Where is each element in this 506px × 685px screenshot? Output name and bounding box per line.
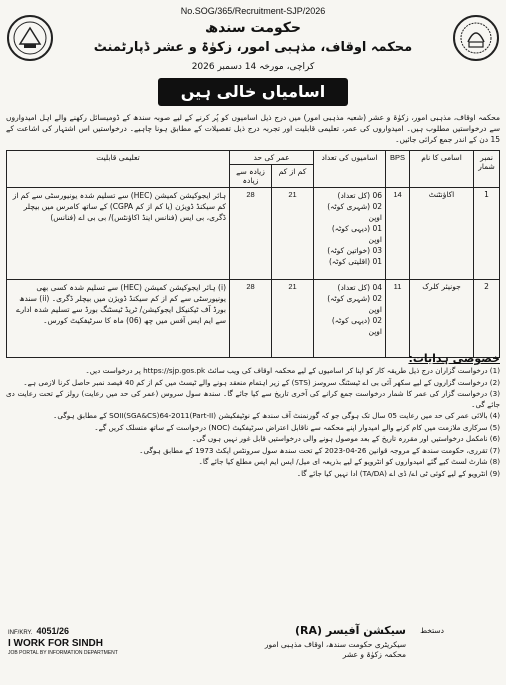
instruction-item: (1) درخواست گزاران درج ذیل طریقہ کار کو اپنا کر اسامیوں کے لیے محکمہ اوقاف کی ویب سائٹ https://sjp.gos.pk پر درخواست دیں۔ [85, 366, 500, 375]
instruction-item: (8) شارٹ لسٹ کیے گئے امیدواروں کو انٹرویو کے لیے بذریعہ ای میل/ ایس ایم ایس مطلع کیا جائے گا۔ [198, 457, 500, 466]
department-name: محکمہ اوقاف، مذہبی امور، زکوٰۃ و عشر ڈپارٹمنٹ [93, 40, 413, 55]
instructions-list [6, 366, 500, 480]
seat-line: 01 (اقلیتی کوٹہ) [328, 257, 382, 266]
row-qualification: (i) ہائر ایجوکیشن کمیشن (HEC) سے تسلیم شدہ کسی بھی یونیورسٹی سے کم از کم سیکنڈ ڈویژن میں بیچلر ڈگری۔ (ii) سندھ بورڈ آف ٹیکنیکل ایجوکیشن/ ٹریڈ ٹیسٹنگ بورڈ سے تسلیم شدہ ادارے سے ایم ایس آفس میں چھ (06) ماہ کا سرٹیفکیٹ کورس۔ [7, 280, 230, 358]
officer-title: سیکشن آفیسر (RA) [295, 624, 406, 637]
col-sno: نمبر شمار [474, 151, 500, 188]
work-for-sindh-logo: I WORK FOR SINDH [8, 638, 103, 649]
dateline: کراچی، مورخہ 14 دسمبر 2026 [191, 62, 315, 72]
row-seats [314, 188, 386, 280]
row-age-min: 21 [272, 280, 314, 358]
instruction-item: (7) تقرری، حکومت سندھ کے مروجہ قوانین 26-04-2023 کے تحت سندھ سول سرونٹس ایکٹ 1973 کے مطابق ہوگی۔ [139, 445, 500, 455]
row-bps: 11 [386, 280, 410, 358]
instruction-item: (5) سرکاری ملازمت میں کام کرنے والے امیدوار اپنے محکمہ سے ناقابل اعتراض سرٹیفکیٹ (NOC) درخواست کے ساتھ منسلک کریں گے۔ [94, 422, 500, 432]
row-seats [314, 280, 386, 358]
seat-line: 04 (کل تعداد) [337, 283, 382, 292]
instruction-item: (3) درخواست گزار کی عمر کا شمار درخواست جمع کرانے کی آخری تاریخ سے کیا جائے گا۔ سندھ سول سروس (عمر کی حد میں رعایت) رولز کے تحت رعایت دی جائے گی۔ [6, 389, 500, 409]
seat-line: 06 (کل تعداد) [337, 191, 382, 200]
inf-number [8, 626, 120, 636]
seat-line: 03 (خواتین کوٹہ) [327, 246, 382, 255]
info-dept-tagline: JOB PORTAL BY INFORMATION DEPARTMENT [8, 650, 118, 656]
signature-line: سیکریٹری حکومت سندھ، اوقاف مذہبی امور [264, 640, 406, 649]
vacancies-banner: اسامیاں خالی ہیں [158, 78, 348, 106]
row-age-max: 28 [230, 188, 272, 280]
signature-block [265, 640, 406, 660]
row-sno: 1 [474, 188, 500, 280]
instruction-item: (9) انٹرویو کے لیے کوئی ٹی اے/ ڈی اے (TA/DA) ادا نہیں کیا جائے گا۔ [296, 468, 500, 478]
col-qual: تعلیمی قابلیت [7, 151, 230, 188]
inf-label: INF/KRY. [8, 630, 33, 636]
signature-line: محکمہ زکوٰۃ و عشر [342, 650, 406, 659]
seat-line: 02 (دیہی کوٹہ) اوپن [331, 316, 382, 336]
row-age-min: 21 [272, 188, 314, 280]
row-sno: 2 [474, 280, 500, 358]
row-post: جونیئر کلرک [410, 280, 474, 358]
reference-number: No.SOG/365/Recruitment-SJP/2026 [180, 6, 326, 16]
instruction-item: (6) نامکمل درخواستیں اور مقررہ تاریخ کے بعد موصول ہونے والی درخواستیں قابل غور نہیں ہوں گی۔ [192, 434, 500, 443]
col-post: اسامی کا نام [410, 151, 474, 188]
row-age-max: 28 [230, 280, 272, 358]
signature-label: دستخط [420, 626, 444, 635]
vacancy-table [6, 150, 500, 358]
col-bps: BPS [386, 151, 410, 188]
instruction-item: (2) درخواست گزاروں کے لیے سکھر آئی بی اے ٹیسٹنگ سروسز (STS) کے زیر اہتمام منعقد ہونے والے ٹیسٹ میں کم از کم 40 فیصد نمبر حاصل کرنا لازمی ہے۔ [23, 377, 500, 387]
seat-line: 02 (شہری کوٹہ) اوپن [327, 294, 382, 314]
table-row [7, 188, 500, 280]
seat-line: 02 (شہری کوٹہ) اوپن [327, 202, 382, 222]
row-post: اکاؤنٹنٹ [410, 188, 474, 280]
seat-line: 01 (دیہی کوٹہ) اوپن [331, 224, 382, 244]
row-bps: 14 [386, 188, 410, 280]
col-seats: اسامیوں کی تعداد [314, 151, 386, 188]
government-title: حکومت سندھ [204, 20, 302, 36]
instructions-title: خصوصی ہدایات: [408, 352, 500, 365]
row-qualification: ہائر ایجوکیشن کمیشن (HEC) سے تسلیم شدہ یونیورسٹی سے کم از کم سیکنڈ ڈویژن (یا کم از کم CGPA) کے ساتھ کامرس میں بیچلر ڈگری، بی ایس (فنانس اینڈ اکاؤنٹس)/ بی بی اے (فنانس) [7, 188, 230, 280]
col-age-max: زیادہ سے زیادہ [230, 165, 272, 188]
col-age: عمر کی حد [230, 151, 314, 165]
inf-footer [8, 626, 120, 656]
instruction-item: (4) بالائی عمر کی حد میں رعایت 05 سال تک ہوگی جو کہ گورنمنٹ آف سندھ کے نوٹیفکیشن SOII(SGA&CS)64-2011(Part-II) کے مطابق ہوگی۔ [53, 411, 500, 420]
inf-value: 4051/26 [36, 626, 70, 636]
table-header-row [7, 151, 500, 165]
table-row [7, 280, 500, 358]
intro-paragraph: محکمہ اوقاف، مذہبی امور، زکوٰۃ و عشر (شعبہ مذہبی امور) میں درج ذیل اسامیوں کو پُر کرنے کے لیے صوبہ سندھ کے ڈومیسائل رکھنے والے اہل امیدواروں سے درخواستیں مطلوب ہیں۔ امیدواروں کی عمر، تعلیمی قابلیت اور تجربہ درج ذیل تفصیلات کے مطابق ہونا چاہیے۔ درخواستیں اس اشتہار کی اشاعت کے 15 دن کے اندر جمع کرائی جائیں۔ [6, 113, 500, 144]
col-age-min: کم از کم [272, 165, 314, 188]
